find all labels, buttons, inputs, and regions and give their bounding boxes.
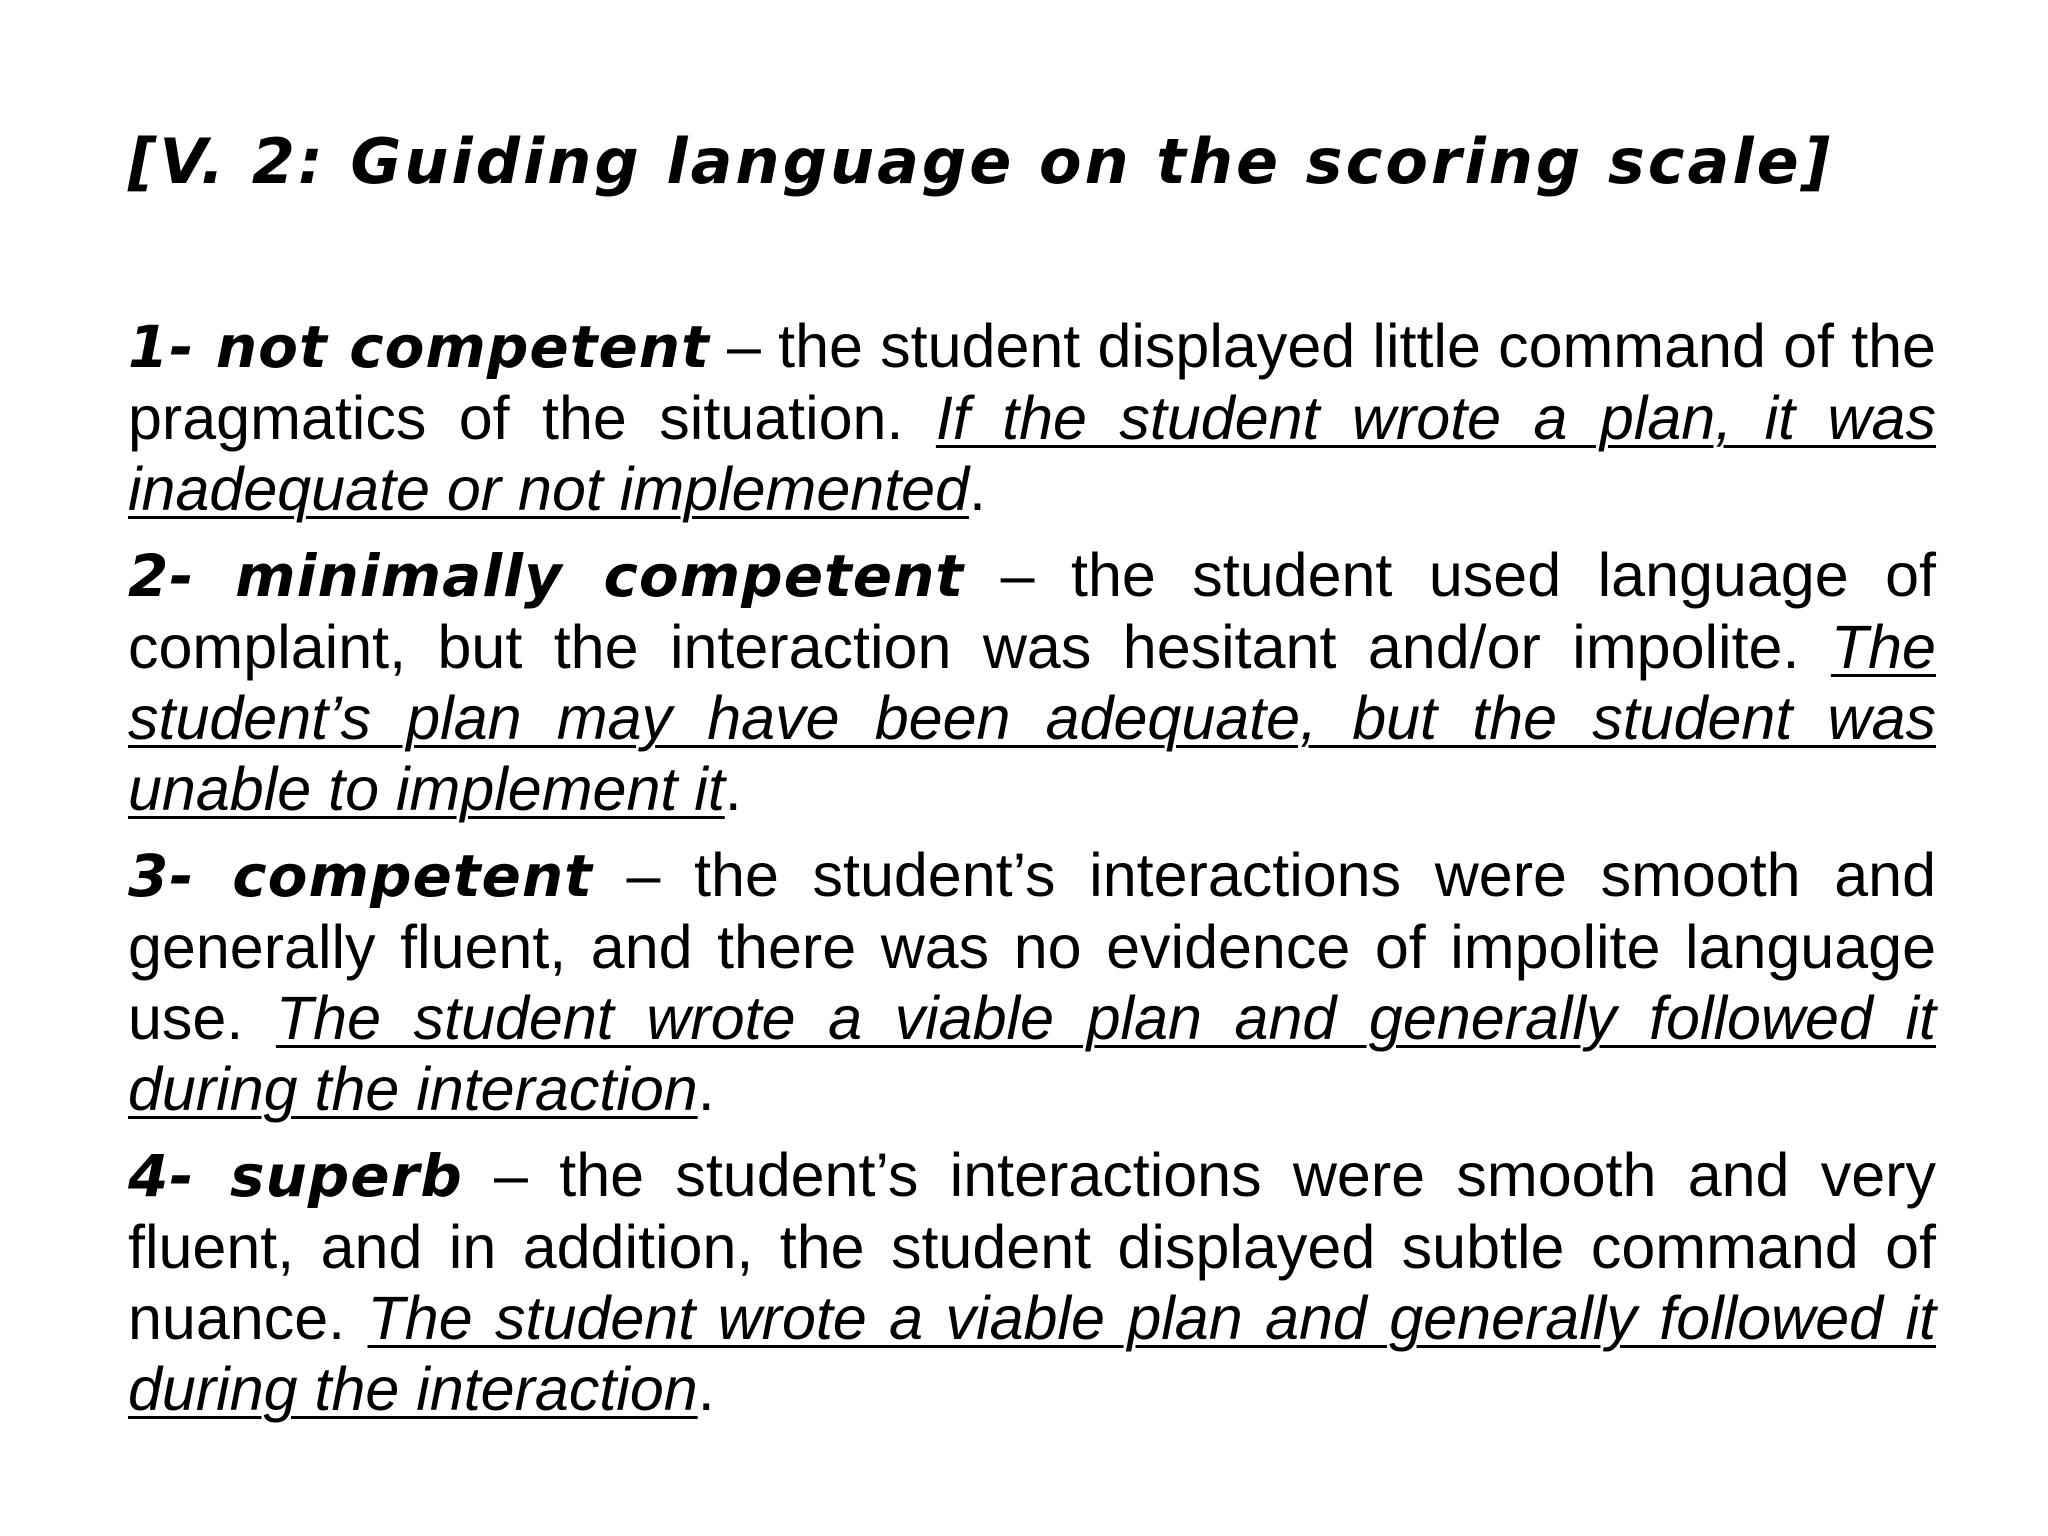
slide [128,125,1936,1440]
scale-level-4 [128,1140,1936,1425]
level-end: . [969,455,986,524]
level-plan-note: The student wrote a viable plan and generally followed it during the interaction [128,1284,1936,1424]
level-separator: – [964,541,1071,610]
level-description: the student’s interactions were smooth and generally fluent, and there was no evidence of impolite language use. [128,841,1937,1053]
level-description: the student displayed little command of the pragmatics of the situation. [128,312,1936,453]
level-end: . [697,1055,715,1124]
scale-level-1 [128,311,1936,525]
level-end: . [724,755,742,824]
level-end: . [697,1355,715,1424]
level-plan-note: The student’s plan may have been adequate, but the student was unable to implement it [128,613,1936,824]
level-term: 3- competent [128,842,593,911]
level-separator: – [462,1141,560,1210]
level-separator: – [709,312,779,381]
scale-level-2 [128,540,1936,825]
level-plan-note: If the student wrote a plan, it was inadequate or not implemented [128,384,1936,524]
level-plan-note: The student wrote a viable plan and generally followed it during the interaction [128,984,1936,1124]
slide-title: [V. 2: Guiding language on the scoring scale] [128,125,1833,198]
level-term: 1- not competent [128,313,710,382]
scoring-scale-list [128,311,1936,1425]
level-description: the student’s interactions were smooth and very fluent, and in addition, the student displayed subtle command of nuance. [128,1141,1936,1353]
level-term: 4- superb [128,1142,463,1211]
level-description: the student used language of complaint, but the interaction was hesitant and/or impolite. [128,541,1936,682]
level-term: 2- minimally competent [128,542,965,611]
scale-level-3 [128,840,1936,1125]
level-separator: – [592,841,695,910]
